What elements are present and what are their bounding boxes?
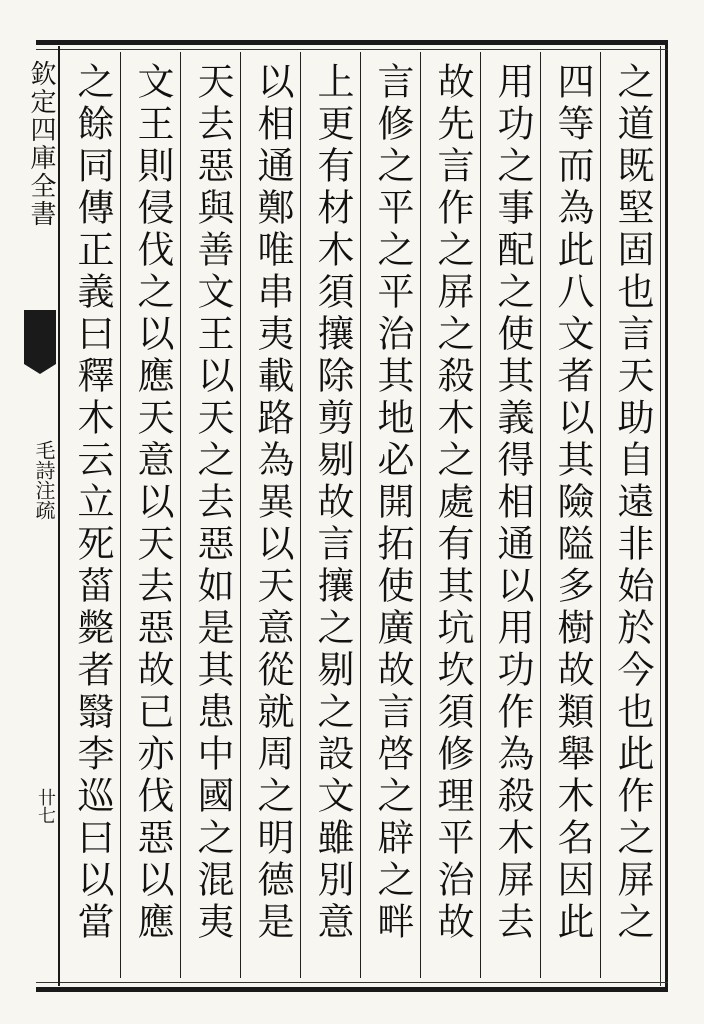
frame-inner-top-rule <box>36 49 668 50</box>
text-column-1: 之道既堅固也言天助自遠非始於今也此作之屏之 <box>600 52 660 978</box>
collection-title: 欽定四庫全書 <box>26 60 56 228</box>
page-number: 卄七 <box>35 788 56 824</box>
text-column-2: 四等而為此八文者以其險隘多樹故類舉木名因此 <box>540 52 600 978</box>
fish-tail-mark <box>24 310 56 364</box>
text-column-3: 用功之事配之使其義得相通以用功作為殺木屏去 <box>480 52 540 978</box>
text-column-10: 之餘同傳正義曰釋木云立死菑斃者翳李巡曰以當 <box>71 62 114 944</box>
text-column-5: 言修之平之平治其地必開拓使廣故言啓之辟之畔 <box>360 52 420 978</box>
book-title: 毛詩注疏 <box>32 440 56 520</box>
frame-inner-bottom-rule <box>36 982 668 983</box>
text-column-6: 上更有材木須攘除剪剔故言攘之剔之設文雖別意 <box>300 52 360 978</box>
text-columns <box>60 52 660 978</box>
text-column-7: 以相通鄭唯串夷載路為異以天意從就周之明德是 <box>240 52 300 978</box>
text-column-4: 故先言作之屏之殺木之處有其坑坎須修理平治故 <box>420 52 480 978</box>
frame-inner-right-rule <box>660 46 661 986</box>
text-column-9: 文王則侵伐之以應天意以天去惡故已亦伐惡以應 <box>120 52 180 978</box>
text-column-8: 天去惡與善文王以天之去惡如是其患中國之混夷 <box>180 52 240 978</box>
